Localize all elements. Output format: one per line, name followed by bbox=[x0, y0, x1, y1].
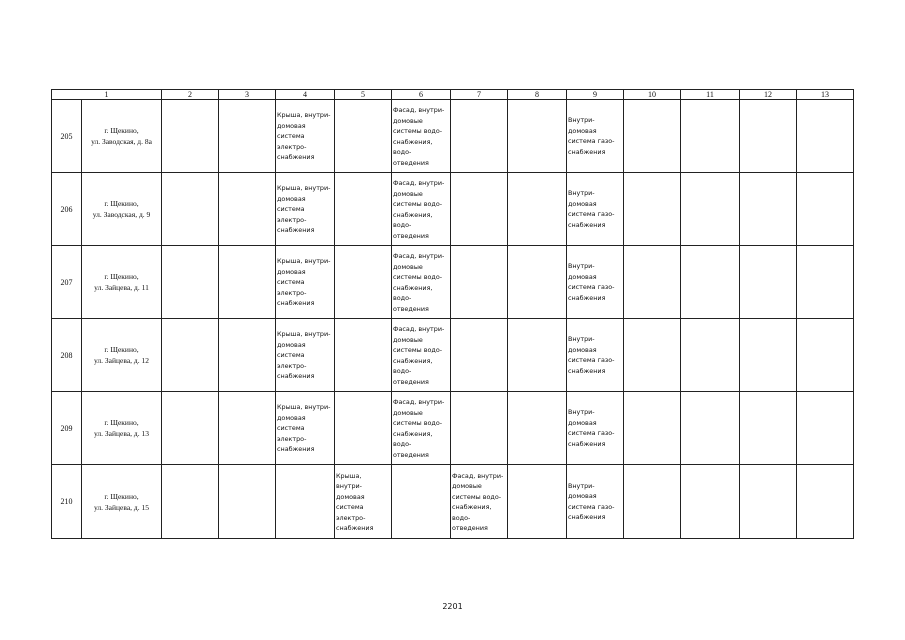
column-header: 1 bbox=[52, 90, 162, 100]
row-number: 210 bbox=[52, 465, 82, 539]
row-number: 207 bbox=[52, 246, 82, 319]
roof-work-cell bbox=[276, 173, 335, 246]
work-text-line: внутри- bbox=[336, 482, 362, 490]
address-cell bbox=[82, 465, 162, 539]
work-text-line: снабжения bbox=[277, 226, 315, 235]
work-text-line: снабжения bbox=[277, 372, 315, 381]
roof-work-cell bbox=[276, 100, 335, 173]
address-cell bbox=[82, 173, 162, 246]
work-text-line: Фасад, внутри- bbox=[393, 398, 445, 406]
empty-cell bbox=[451, 246, 508, 319]
address-cell bbox=[82, 392, 162, 465]
facade-work-cell bbox=[451, 465, 508, 539]
roof-work-cell bbox=[276, 246, 335, 319]
empty-cell bbox=[740, 392, 797, 465]
work-text-line: электро- bbox=[277, 215, 307, 224]
work-text-line: системы водо- bbox=[452, 492, 502, 501]
facade-work-cell bbox=[392, 100, 451, 173]
column-header: 4 bbox=[276, 90, 335, 100]
empty-cell bbox=[797, 319, 854, 392]
empty-cell bbox=[335, 100, 392, 173]
address-street: ул. Зайцева, д. 11 bbox=[94, 283, 149, 292]
address-city: г. Щекино, bbox=[104, 272, 139, 281]
work-text-line: системы водо- bbox=[393, 346, 443, 354]
work-text-line: Внутри- bbox=[568, 189, 595, 197]
table-row bbox=[52, 100, 854, 173]
work-text-line: система газо- bbox=[568, 137, 615, 145]
work-text-line: домовая bbox=[277, 267, 306, 276]
empty-cell bbox=[681, 246, 740, 319]
table-body bbox=[52, 100, 854, 539]
address-street: ул. Зайцева, д. 13 bbox=[94, 429, 149, 438]
work-text-line: домовая bbox=[568, 492, 597, 500]
address-city: г. Щекино, bbox=[104, 491, 139, 501]
address-city: г. Щекино, bbox=[104, 418, 139, 427]
work-text-line: домовая bbox=[336, 492, 365, 501]
empty-cell bbox=[335, 246, 392, 319]
work-text-line: водо- bbox=[393, 221, 412, 229]
work-text-line: электро- bbox=[277, 361, 307, 370]
column-header: 5 bbox=[335, 90, 392, 100]
gas-work-cell bbox=[567, 392, 624, 465]
work-text-line: домовые bbox=[393, 335, 423, 344]
empty-cell bbox=[740, 319, 797, 392]
work-text-line: снабжения bbox=[568, 366, 606, 375]
work-text-line: электро- bbox=[336, 513, 366, 522]
work-text-line: домовая bbox=[568, 345, 597, 354]
work-text-line: Внутри- bbox=[568, 116, 595, 124]
address-city: г. Щекино, bbox=[104, 126, 139, 135]
address-city: г. Щекино, bbox=[104, 199, 139, 208]
page-number: 2201 bbox=[442, 602, 463, 611]
empty-cell bbox=[508, 319, 567, 392]
table-row bbox=[52, 319, 854, 392]
address-cell bbox=[82, 319, 162, 392]
gas-work-cell bbox=[567, 173, 624, 246]
empty-cell bbox=[162, 246, 219, 319]
work-text-line: система газо- bbox=[568, 210, 615, 218]
work-text-line: снабжения, bbox=[393, 210, 433, 219]
work-text-line: домовая bbox=[568, 199, 597, 208]
empty-cell bbox=[451, 100, 508, 173]
column-header: 11 bbox=[681, 90, 740, 100]
gas-work-cell bbox=[567, 465, 624, 539]
roof-work-cell bbox=[335, 465, 392, 539]
empty-cell bbox=[740, 100, 797, 173]
work-text-line: домовая bbox=[277, 413, 306, 422]
empty-cell bbox=[681, 392, 740, 465]
row-number: 205 bbox=[52, 100, 82, 173]
row-number: 208 bbox=[52, 319, 82, 392]
work-text-line: Крыша, внутри- bbox=[277, 111, 331, 120]
empty-cell bbox=[681, 100, 740, 173]
empty-cell bbox=[392, 465, 451, 539]
work-text-line: домовые bbox=[393, 116, 423, 125]
column-header: 8 bbox=[508, 90, 567, 100]
empty-cell bbox=[624, 319, 681, 392]
column-header: 3 bbox=[219, 90, 276, 100]
empty-cell bbox=[162, 319, 219, 392]
work-text-line: системы водо- bbox=[393, 200, 443, 208]
column-header: 12 bbox=[740, 90, 797, 100]
table-row bbox=[52, 392, 854, 465]
work-text-line: снабжения bbox=[568, 293, 606, 302]
work-text-line: снабжения, bbox=[452, 503, 492, 511]
empty-cell bbox=[624, 173, 681, 246]
gas-work-cell bbox=[567, 246, 624, 319]
empty-cell bbox=[276, 465, 335, 539]
work-text-line: электро- bbox=[277, 142, 307, 151]
empty-cell bbox=[508, 173, 567, 246]
empty-cell bbox=[797, 465, 854, 539]
work-text-line: водо- bbox=[393, 294, 412, 302]
empty-cell bbox=[681, 173, 740, 246]
work-text-line: домовая bbox=[277, 121, 306, 130]
empty-cell bbox=[797, 173, 854, 246]
column-header: 2 bbox=[162, 90, 219, 100]
empty-cell bbox=[219, 392, 276, 465]
empty-cell bbox=[335, 392, 392, 465]
work-text-line: снабжения bbox=[277, 299, 315, 308]
gas-work-cell bbox=[567, 100, 624, 173]
work-text-line: домовая bbox=[568, 418, 597, 427]
work-text-line: система bbox=[277, 351, 305, 360]
empty-cell bbox=[624, 465, 681, 539]
work-text-line: снабжения bbox=[568, 439, 606, 448]
empty-cell bbox=[451, 319, 508, 392]
empty-cell bbox=[624, 100, 681, 173]
work-text-line: электро- bbox=[277, 288, 307, 297]
work-text-line: отведения bbox=[452, 524, 488, 532]
table-row bbox=[52, 465, 854, 539]
work-text-line: система газо- bbox=[568, 429, 615, 437]
empty-cell bbox=[219, 173, 276, 246]
address-street: ул. Заводская, д. 9 bbox=[92, 210, 151, 219]
address-street: ул. Зайцева, д. 12 bbox=[94, 356, 149, 365]
empty-cell bbox=[451, 173, 508, 246]
work-text-line: Крыша, внутри- bbox=[277, 330, 331, 339]
empty-cell bbox=[624, 246, 681, 319]
column-header: 7 bbox=[451, 90, 508, 100]
address-cell bbox=[82, 246, 162, 319]
work-text-line: система газо- bbox=[568, 356, 615, 364]
work-text-line: Внутри- bbox=[568, 262, 595, 270]
work-text-line: снабжения bbox=[277, 445, 315, 454]
work-text-line: система газо- bbox=[568, 502, 615, 511]
facade-work-cell bbox=[392, 173, 451, 246]
address-cell bbox=[82, 100, 162, 173]
work-text-line: домовая bbox=[568, 126, 597, 135]
work-text-line: система bbox=[336, 503, 364, 511]
work-text-line: система bbox=[277, 205, 305, 214]
work-text-line: снабжения, bbox=[393, 356, 433, 365]
work-text-line: системы водо- bbox=[393, 273, 443, 281]
empty-cell bbox=[740, 173, 797, 246]
work-text-line: отведения bbox=[393, 231, 429, 240]
work-text-line: Крыша, bbox=[336, 471, 362, 480]
facade-work-cell bbox=[392, 319, 451, 392]
work-text-line: снабжения, bbox=[393, 429, 433, 438]
empty-cell bbox=[508, 100, 567, 173]
roof-work-cell bbox=[276, 319, 335, 392]
empty-cell bbox=[219, 246, 276, 319]
work-text-line: отведения bbox=[393, 158, 429, 167]
empty-cell bbox=[681, 319, 740, 392]
work-text-line: снабжения bbox=[568, 220, 606, 229]
work-text-line: Крыша, внутри- bbox=[277, 184, 331, 193]
empty-cell bbox=[162, 392, 219, 465]
work-text-line: система bbox=[277, 424, 305, 433]
work-text-line: Внутри- bbox=[568, 408, 595, 416]
work-text-line: отведения bbox=[393, 450, 429, 459]
address-street: ул. Заводская, д. 8а bbox=[91, 137, 152, 146]
empty-cell bbox=[797, 100, 854, 173]
work-text-line: водо- bbox=[393, 148, 412, 156]
empty-cell bbox=[797, 246, 854, 319]
work-text-line: система bbox=[277, 278, 305, 287]
work-text-line: домовая bbox=[277, 194, 306, 203]
row-number: 206 bbox=[52, 173, 82, 246]
work-text-line: снабжения bbox=[277, 153, 315, 162]
work-text-line: домовая bbox=[568, 272, 597, 281]
capital-repair-table bbox=[51, 89, 854, 539]
work-text-line: снабжения bbox=[568, 147, 606, 156]
empty-cell bbox=[681, 465, 740, 539]
column-header: 13 bbox=[797, 90, 854, 100]
empty-cell bbox=[335, 319, 392, 392]
work-text-line: Фасад, внутри- bbox=[452, 471, 504, 480]
empty-cell bbox=[219, 465, 276, 539]
column-number-row bbox=[52, 90, 854, 100]
roof-work-cell bbox=[276, 392, 335, 465]
work-text-line: снабжения, bbox=[393, 283, 433, 292]
work-text-line: Фасад, внутри- bbox=[393, 252, 445, 260]
empty-cell bbox=[162, 465, 219, 539]
address-city: г. Щекино, bbox=[104, 345, 139, 354]
empty-cell bbox=[508, 465, 567, 539]
table-row bbox=[52, 246, 854, 319]
empty-cell bbox=[797, 392, 854, 465]
work-text-line: отведения bbox=[393, 304, 429, 313]
empty-cell bbox=[740, 246, 797, 319]
empty-cell bbox=[740, 465, 797, 539]
work-text-line: водо- bbox=[393, 367, 412, 375]
table-row bbox=[52, 173, 854, 246]
work-text-line: Крыша, внутри- bbox=[277, 403, 331, 412]
facade-work-cell bbox=[392, 392, 451, 465]
work-text-line: Крыша, внутри- bbox=[277, 257, 331, 266]
work-text-line: электро- bbox=[277, 434, 307, 443]
empty-cell bbox=[219, 319, 276, 392]
empty-cell bbox=[219, 100, 276, 173]
work-text-line: домовые bbox=[452, 482, 482, 490]
work-text-line: домовые bbox=[393, 408, 423, 417]
empty-cell bbox=[451, 392, 508, 465]
work-text-line: Внутри- bbox=[568, 335, 595, 343]
empty-cell bbox=[508, 246, 567, 319]
work-text-line: Фасад, внутри- bbox=[393, 106, 445, 114]
column-header: 6 bbox=[392, 90, 451, 100]
work-text-line: система газо- bbox=[568, 283, 615, 291]
work-text-line: Внутри- bbox=[568, 481, 595, 490]
work-text-line: Фасад, внутри- bbox=[393, 325, 445, 333]
facade-work-cell bbox=[392, 246, 451, 319]
work-text-line: водо- bbox=[452, 513, 471, 522]
empty-cell bbox=[335, 173, 392, 246]
work-text-line: домовые bbox=[393, 189, 423, 198]
empty-cell bbox=[162, 100, 219, 173]
empty-cell bbox=[162, 173, 219, 246]
column-header: 9 bbox=[567, 90, 624, 100]
work-text-line: домовые bbox=[393, 262, 423, 271]
work-text-line: домовая bbox=[277, 340, 306, 349]
column-header: 10 bbox=[624, 90, 681, 100]
work-text-line: системы водо- bbox=[393, 127, 443, 135]
work-text-line: отведения bbox=[393, 377, 429, 386]
work-text-line: система bbox=[277, 132, 305, 141]
empty-cell bbox=[624, 392, 681, 465]
work-text-line: снабжения bbox=[336, 524, 374, 532]
work-text-line: системы водо- bbox=[393, 419, 443, 427]
address-street: ул. Зайцева, д. 15 bbox=[94, 502, 149, 512]
empty-cell bbox=[508, 392, 567, 465]
work-text-line: снабжения bbox=[568, 513, 606, 521]
work-text-line: Фасад, внутри- bbox=[393, 179, 445, 187]
work-text-line: водо- bbox=[393, 440, 412, 448]
row-number: 209 bbox=[52, 392, 82, 465]
work-text-line: снабжения, bbox=[393, 137, 433, 146]
gas-work-cell bbox=[567, 319, 624, 392]
